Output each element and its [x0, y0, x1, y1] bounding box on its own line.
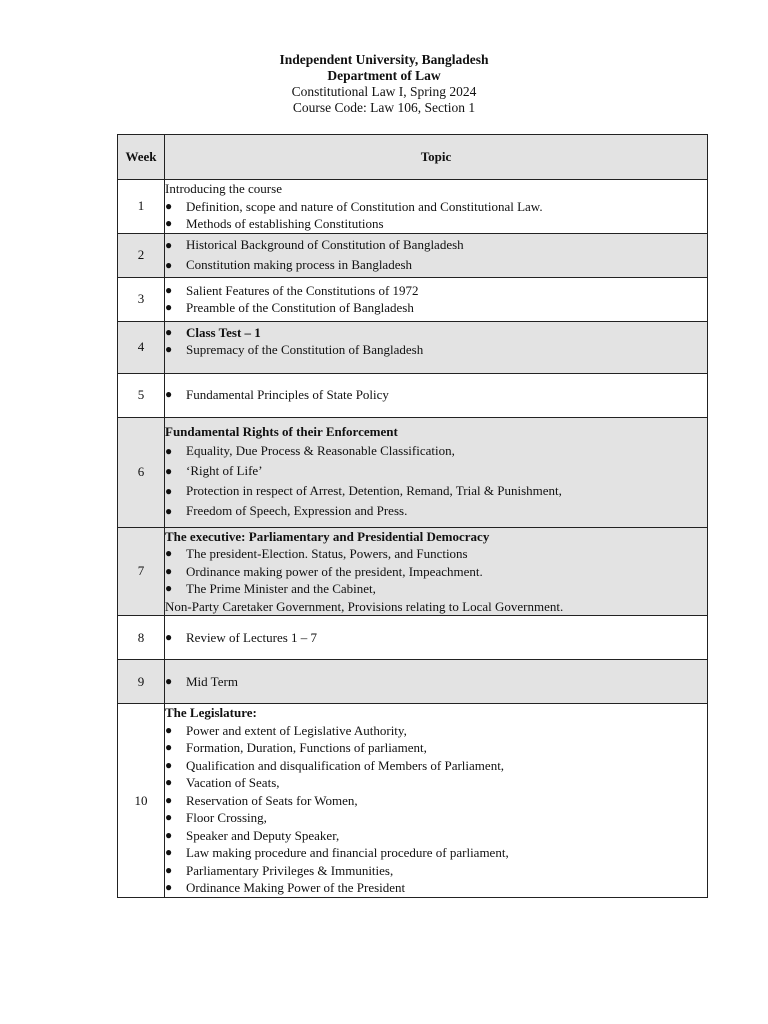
topic-cell [165, 660, 708, 704]
table-row [118, 321, 708, 373]
bullet-icon: ● [165, 563, 173, 578]
week-number: 7 [118, 527, 165, 616]
week-number: 9 [118, 660, 165, 704]
topic-cell [165, 233, 708, 277]
topic-column-header: Topic [165, 135, 708, 180]
table-row [118, 527, 708, 616]
bullet-icon: ● [165, 546, 173, 560]
bullet-icon: ● [165, 238, 173, 252]
table-row [118, 417, 708, 527]
topic-item: ● Reservation of Seats for Women, [165, 792, 358, 808]
bullet-icon: ● [165, 827, 173, 842]
bullet-icon: ● [165, 387, 173, 402]
week-number: 3 [118, 277, 165, 321]
table-header-row [118, 135, 708, 180]
bullet-icon: ● [165, 862, 173, 877]
week-number: 1 [118, 180, 165, 234]
topic-item: ● ‘Right of Life’ [165, 461, 707, 481]
topic-item: ● Power and extent of Legislative Authority, [165, 722, 407, 738]
table-row [118, 616, 708, 660]
topic-item: ● Preamble of the Constitution of Bangladesh [165, 300, 414, 315]
topic-item: ● Review of Lectures 1 – 7 [165, 629, 318, 645]
bullet-icon: ● [165, 483, 173, 498]
week-number: 2 [118, 233, 165, 277]
schedule-table [117, 134, 708, 898]
bullet-icon: ● [165, 258, 173, 272]
topic-item: ● Constitution making process in Bangladesh [165, 255, 707, 275]
bullet-icon: ● [165, 775, 173, 790]
topic-cell [165, 616, 708, 660]
topic-note: Non-Party Caretaker Government, Provisions relating to Local Government. [165, 598, 564, 614]
topic-heading: Fundamental Rights of their Enforcement [165, 424, 398, 440]
bullet-icon: ● [165, 740, 173, 755]
bullet-icon: ● [165, 880, 173, 895]
topic-item: ● Fundamental Principles of State Policy [165, 387, 389, 403]
bullet-icon: ● [165, 810, 173, 825]
bullet-icon: ● [165, 443, 173, 458]
topic-cell [165, 417, 708, 527]
week-number: 5 [118, 373, 165, 417]
course-code: Course Code: Law 106, Section 1 [292, 100, 476, 115]
bullet-icon: ● [165, 673, 173, 688]
topic-cell [165, 277, 708, 321]
bullet-icon: ● [165, 342, 173, 356]
bullet-icon: ● [165, 324, 173, 339]
topic-cell [165, 373, 708, 417]
topic-item: ● Parliamentary Privileges & Immunities, [165, 862, 394, 878]
topic-item: ● Ordinance Making Power of the President [165, 880, 406, 896]
table-row [118, 233, 708, 277]
bullet-icon: ● [165, 300, 173, 314]
topic-item: ● Ordinance making power of the president, Impeachment. [165, 563, 483, 579]
department-name: Department of Law [327, 68, 441, 83]
topic-item: ● Methods of establishing Constitutions [165, 216, 384, 231]
topic-intro: Introducing the course [165, 181, 282, 196]
week-number: 8 [118, 616, 165, 660]
topic-item: ● Formation, Duration, Functions of parliament, [165, 740, 427, 756]
topic-item: ● Supremacy of the Constitution of Bangladesh [165, 342, 424, 357]
topic-item: ● Floor Crossing, [165, 810, 267, 826]
topic-item: ● Law making procedure and financial procedure of parliament, [165, 845, 509, 861]
week-number: 10 [118, 704, 165, 898]
university-name: Independent University, Bangladesh [279, 52, 489, 67]
bullet-icon: ● [165, 463, 173, 478]
table-row [118, 277, 708, 321]
bullet-icon: ● [165, 198, 173, 213]
topic-item: ● Speaker and Deputy Speaker, [165, 827, 340, 843]
topic-item: ● Definition, scope and nature of Constitution and Constitutional Law. [165, 198, 543, 214]
bullet-icon: ● [165, 722, 173, 737]
bullet-icon: ● [165, 282, 173, 297]
table-row [118, 373, 708, 417]
topic-item: ● Salient Features of the Constitutions of 1972 [165, 282, 419, 298]
topic-cell [165, 527, 708, 616]
topic-item: ● The Prime Minister and the Cabinet, [165, 581, 376, 596]
bullet-icon: ● [165, 629, 173, 644]
topic-heading: The Legislature: [165, 705, 257, 721]
course-title: Constitutional Law I, Spring 2024 [291, 84, 477, 99]
bullet-icon: ● [165, 503, 173, 518]
week-number: 6 [118, 417, 165, 527]
topic-heading: The executive: Parliamentary and Presidential Democracy [165, 528, 490, 544]
topic-item: ● Class Test – 1 [165, 324, 261, 340]
bullet-icon: ● [165, 845, 173, 860]
bullet-icon: ● [165, 216, 173, 230]
table-row [118, 660, 708, 704]
topic-item: ● Protection in respect of Arrest, Detention, Remand, Trial & Punishment, [165, 481, 707, 501]
bullet-icon: ● [165, 757, 173, 772]
topic-item: ● Equality, Due Process & Reasonable Classification, [165, 441, 707, 461]
topic-item: ● The president-Election. Status, Powers, and Functions [165, 546, 468, 561]
week-number: 4 [118, 321, 165, 373]
topic-cell [165, 321, 708, 373]
week-column-header: Week [118, 135, 165, 180]
topic-cell [165, 704, 708, 898]
document-header [0, 52, 768, 116]
topic-item: ● Qualification and disqualification of Members of Parliament, [165, 757, 505, 773]
bullet-icon: ● [165, 792, 173, 807]
table-row [118, 704, 708, 898]
topic-item: ● Mid Term [165, 673, 238, 689]
topic-item: ● Historical Background of Constitution of Bangladesh [165, 235, 707, 255]
bullet-icon: ● [165, 581, 173, 595]
table-row [118, 180, 708, 234]
topic-item: ● Freedom of Speech, Expression and Press. [165, 501, 707, 521]
topic-item: ● Vacation of Seats, [165, 775, 280, 791]
topic-cell [165, 180, 708, 234]
